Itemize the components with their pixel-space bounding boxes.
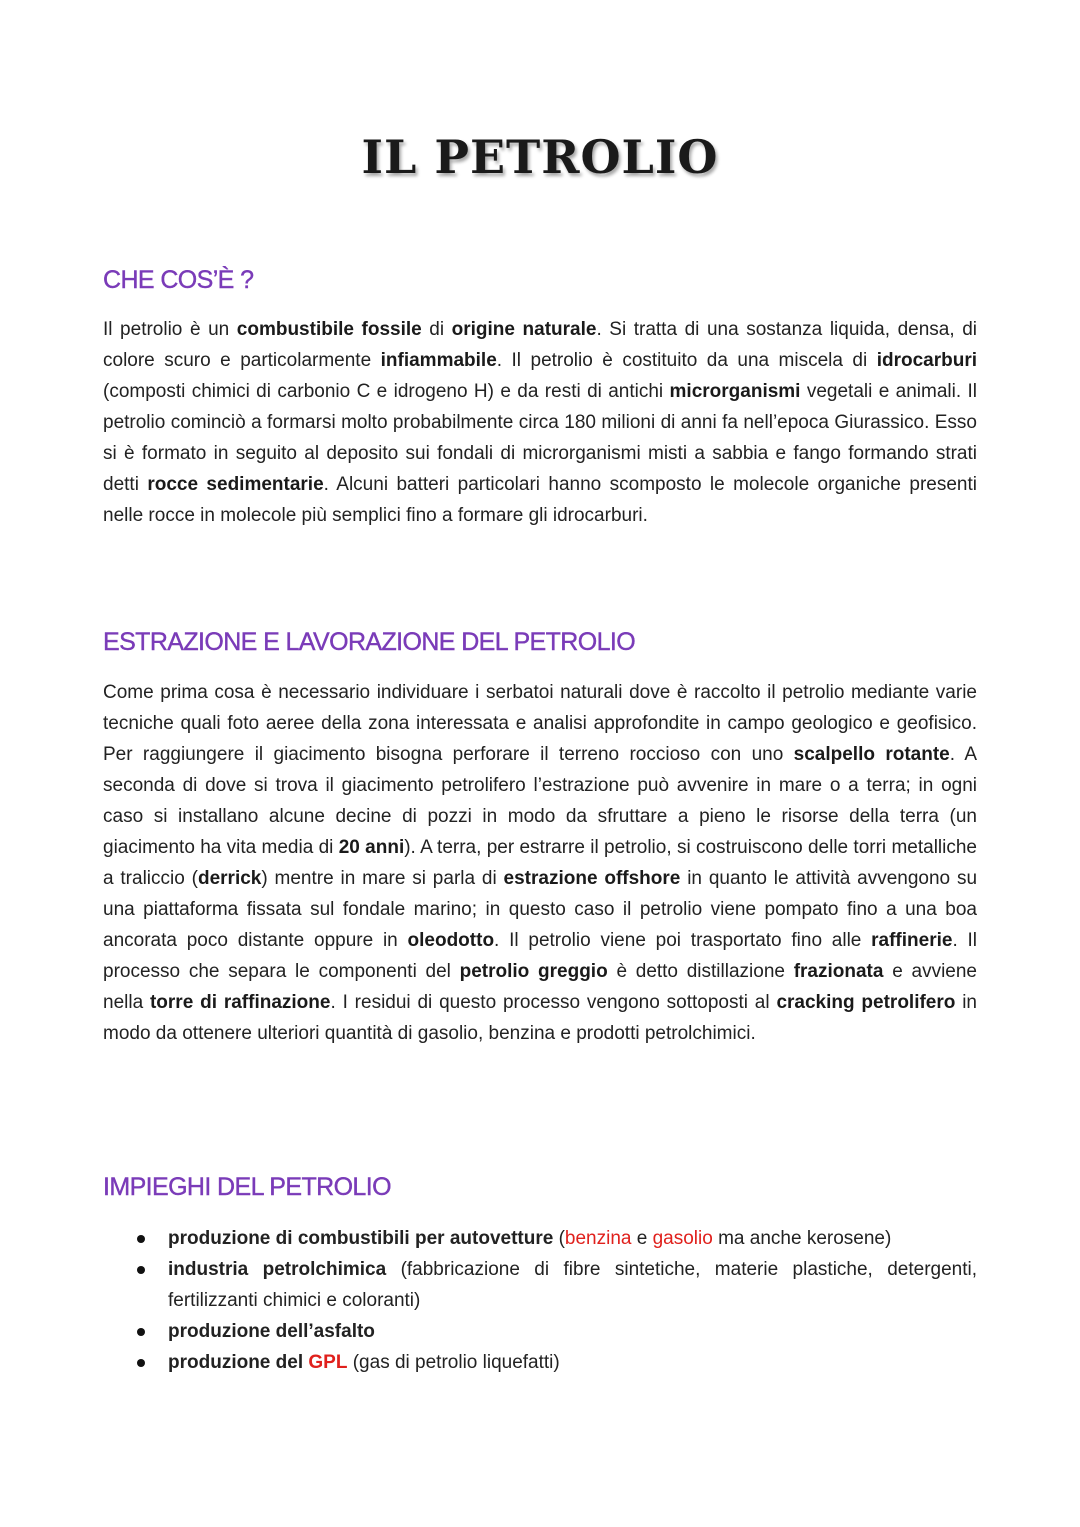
section-paragraph-estrazione: Come prima cosa è necessario individuare i serbatoi naturali dove è raccolto il petrolio mediante varie tecniche quali foto aeree della zona interessata e analisi approfondite in campo geologico e geofisico. Per raggiungere il giacimento bisogna perforare il terreno roccioso con uno scalpello rotante. A seconda di dove si trova il giacimento petrolifero l’estrazione può avvenire in mare o a terra; in ogni caso si installano alcune decine di pozzi in modo da sfruttare a pieno le risorse della terra (un giacimento ha vita media di 20 anni). A terra, per estrarre il petrolio, si costruiscono delle torri metalliche a traliccio (derrick) mentre in mare si parla di estrazione offshore in quanto le attività avvengono su una piattaforma fissata sul fondale marino; in questo caso il petrolio viene pompato fino a una boa ancorata poco distante oppure in oleodotto. Il petrolio viene poi trasportato fino alle raffinerie. Il processo che separa le componenti del petrolio greggio è detto distillazione frazionata e avviene nella torre di raffinazione. I residui di questo processo vengono sottoposti al cracking petrolifero in modo da ottenere ulteriori quantità di gasolio, benzina e prodotti petrolchimici. [103, 682, 978, 1044]
list-item: produzione del GPL (gas di petrolio liquefatti) [103, 1347, 977, 1378]
list-item: produzione dell’asfalto [103, 1316, 977, 1347]
list-item: industria petrolchimica (fabbricazione di fibre sintetiche, materie plastiche, detergenti, fertilizzanti chimici e coloranti) [103, 1254, 977, 1316]
bullet-icon [137, 1359, 145, 1367]
uses-list [103, 1223, 977, 1378]
section-heading-estrazione: ESTRAZIONE E LAVORAZIONE DEL PETROLIO [103, 628, 636, 656]
section-heading-che-cose: CHE COS’È ? [103, 266, 254, 294]
section-paragraph-che-cose: Il petrolio è un combustibile fossile di origine naturale. Si tratta di una sostanza liquida, densa, di colore scuro e particolarmente infiammabile. Il petrolio è costituito da una miscela di idrocarburi (composti chimici di carbonio C e idrogeno H) e da resti di antichi microrganismi vegetali e animali. Il petrolio cominciò a formarsi molto probabilmente circa 180 milioni di anni fa nell’epoca Giurassico. Esso si è formato in seguito al deposito sui fondali di microrganismi misti a sabbia e fango formando strati detti rocce sedimentarie. Alcuni batteri particolari hanno scomposto le molecole organiche presenti nelle rocce in molecole più semplici fino a formare gli idrocarburi. [103, 319, 978, 526]
bullet-icon [137, 1328, 145, 1336]
section-heading-impieghi: IMPIEGHI DEL PETROLIO [103, 1173, 391, 1201]
bullet-icon [137, 1235, 145, 1243]
bullet-icon [137, 1266, 145, 1274]
list-item: produzione di combustibili per autovetture (benzina e gasolio ma anche kerosene) [103, 1223, 977, 1254]
page-title: IL PETROLIO [361, 130, 719, 184]
